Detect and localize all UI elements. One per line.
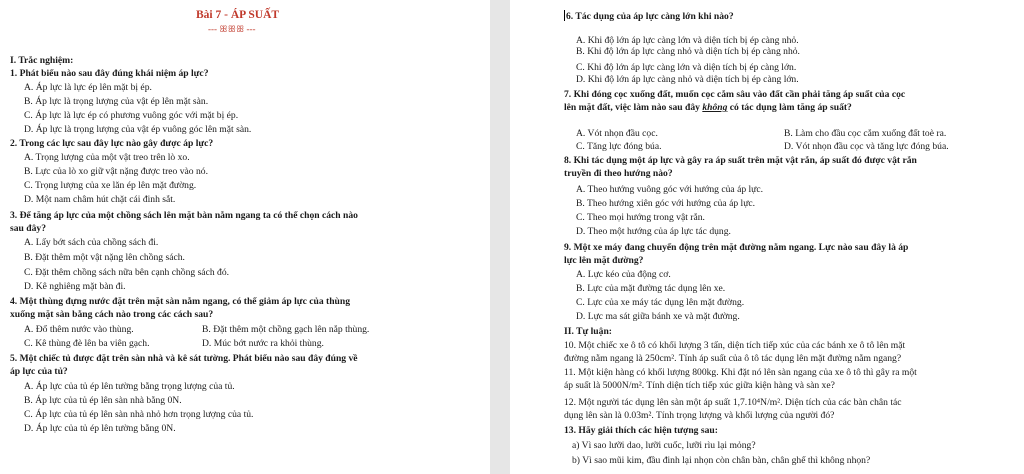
q2-option-c: C. Trọng lượng của xe lăn ép lên mặt đường. xyxy=(24,180,197,191)
page-title: Bài 7 - ÁP SUẤT xyxy=(196,9,280,21)
q7-option-a: A. Vót nhọn đầu cọc. xyxy=(576,128,658,139)
q2-option-a: A. Trọng lượng của một vật treo trên lò xo. xyxy=(24,152,190,163)
q6-option-b: B. Khi độ lớn áp lực càng nhỏ và diện tích bị ép càng nhỏ. xyxy=(576,46,800,57)
q9-option-d: D. Lực ma sát giữa bánh xe và mặt đường. xyxy=(576,311,740,322)
q7-negation: không xyxy=(702,102,728,113)
q6-option-c: C. Khi độ lớn áp lực càng lớn và diện tích bị ép càng lớn. xyxy=(576,62,797,73)
q2-option-d: D. Một nam châm hút chặt cái đinh sắt. xyxy=(24,194,176,205)
question-6 xyxy=(564,10,734,22)
section-multiple-choice: I. Trắc nghiệm: xyxy=(10,55,74,66)
question-8-line-1: 8. Khi tác dụng một áp lực và gây ra áp suất trên mặt vật rắn, áp suất đó được vật rắn xyxy=(564,155,917,166)
q5-option-d: D. Áp lực của tủ ép lên tường bằng 0N. xyxy=(24,423,176,434)
q4-option-a: A. Đổ thêm nước vào thùng. xyxy=(24,324,134,335)
question-7-line-1: 7. Khi đóng cọc xuống đất, muốn cọc cắm sâu vào đất cần phải tăng áp suất của cọc xyxy=(564,89,906,100)
question-1: 1. Phát biểu nào sau đây đúng khái niệm áp lực? xyxy=(10,68,209,79)
question-10-line-1: 10. Một chiếc xe ô tô có khối lượng 3 tấn, diện tích tiếp xúc của các bánh xe ô tô lên mặt xyxy=(564,340,906,351)
q9-option-c: C. Lực của xe máy tác dụng lên mặt đường. xyxy=(576,297,745,308)
q4-option-c: C. Kê thùng đè lên ba viên gạch. xyxy=(24,338,150,349)
q9-option-a: A. Lực kéo của động cơ. xyxy=(576,269,671,280)
q5-option-c: C. Áp lực của tủ ép lên sàn nhà nhỏ hơn trọng lượng của tủ. xyxy=(24,409,254,420)
question-3-line-1: 3. Để tăng áp lực của một chồng sách lên mặt bàn nằm ngang ta có thể chọn cách nào xyxy=(10,210,358,221)
page-gutter xyxy=(490,0,510,474)
question-7-line-2 xyxy=(564,102,852,113)
q8-option-a: A. Theo hướng vuông góc với hướng của áp lực. xyxy=(576,184,764,195)
q3-option-b: B. Đặt thêm một vật nặng lên chồng sách. xyxy=(24,252,185,263)
section-essay: II. Tự luận: xyxy=(564,326,612,337)
q3-option-c: C. Đặt thêm chồng sách nữa bên cạnh chồng sách đó. xyxy=(24,267,230,278)
question-9-line-2: lực lên mặt đường? xyxy=(564,255,644,266)
q8-option-b: B. Theo hướng xiên góc với hướng của áp lực. xyxy=(576,198,756,209)
question-11-line-1: 11. Một kiện hàng có khối lượng 800kg. Khi đặt nó lên sàn ngang của xe ô tô thì gây ra một xyxy=(564,367,917,378)
q5-option-a: A. Áp lực của tủ ép lên tường bằng trọng lượng của tủ. xyxy=(24,381,235,392)
q4-option-d: D. Múc bớt nước ra khỏi thùng. xyxy=(202,338,324,349)
q2-option-b: B. Lực của lò xo giữ vật nặng được treo vào nó. xyxy=(24,166,208,177)
q4-option-b: B. Đặt thêm một chồng gạch lên nắp thùng. xyxy=(202,324,370,335)
question-4-line-2: xuống mặt sàn bằng cách nào trong các cách sau? xyxy=(10,309,214,320)
q5-option-b: B. Áp lực của tủ ép lên sàn nhà bằng 0N. xyxy=(24,395,182,406)
title-ornament: --- ꕥꕥꕥ --- xyxy=(208,24,256,34)
q9-option-b: B. Lực của mặt đường tác dụng lên xe. xyxy=(576,283,726,294)
question-2: 2. Trong các lực sau đây lực nào gây được áp lực? xyxy=(10,138,214,149)
question-3-line-2: sau đây? xyxy=(10,223,46,234)
q7-text-end: có tác dụng làm tăng áp suất? xyxy=(727,102,852,113)
q1-option-d: D. Áp lực là trọng lượng của vật ép vuông góc lên mặt sàn. xyxy=(24,124,252,135)
q7-option-c: C. Tăng lực đóng búa. xyxy=(576,141,662,152)
question-6-text: 6. Tác dụng của áp lực càng lớn khi nào? xyxy=(566,11,734,22)
question-10-line-2: đường nằm ngang là 250cm². Tính áp suất của ô tô tác dụng lên mặt đường nằm ngang? xyxy=(564,353,902,364)
q1-option-c: C. Áp lực là lực ép có phương vuông góc với mặt bị ép. xyxy=(24,110,239,121)
q7-option-d: D. Vót nhọn đầu cọc và tăng lực đóng búa. xyxy=(784,141,949,152)
left-page xyxy=(0,0,490,474)
q7-option-b: B. Làm cho đầu cọc cắm xuống đất toè ra. xyxy=(784,128,947,139)
q6-option-d: D. Khi độ lớn áp lực càng nhỏ và diện tích bị ép càng lớn. xyxy=(576,74,799,85)
q3-option-a: A. Lấy bớt sách của chồng sách đi. xyxy=(24,237,159,248)
question-12-line-1: 12. Một người tác dụng lên sàn một áp suất 1,7.10⁴N/m². Diện tích của các bàn chân tác xyxy=(564,397,902,408)
q1-option-a: A. Áp lực là lực ép lên mặt bị ép. xyxy=(24,82,152,93)
q6-option-a: A. Khi độ lớn áp lực càng lớn và diện tích bị ép càng nhỏ. xyxy=(576,35,799,46)
question-5-line-2: áp lực của tủ? xyxy=(10,366,68,377)
text-cursor xyxy=(564,10,565,21)
q1-option-b: B. Áp lực là trọng lượng của vật ép lên mặt sàn. xyxy=(24,96,209,107)
question-8-line-2: truyền đi theo hướng nào? xyxy=(564,168,673,179)
question-4-line-1: 4. Một thùng đựng nước đặt trên mặt sàn nằm ngang, có thể giảm áp lực của thùng xyxy=(10,296,351,307)
question-13: 13. Hãy giải thích các hiện tượng sau: xyxy=(564,425,718,436)
question-11-line-2: áp suất là 5000N/m². Tính diện tích tiếp xúc giữa kiện hàng và sàn xe? xyxy=(564,380,835,391)
question-5-line-1: 5. Một chiếc tủ được đặt trên sàn nhà và kê sát tường. Phát biểu nào sau đây đúng về xyxy=(10,353,358,364)
question-12-line-2: dụng lên sàn là 0.03m². Tính trọng lượng và khối lượng của người đó? xyxy=(564,410,835,421)
question-9-line-1: 9. Một xe máy đang chuyển động trên mặt đường nằm ngang. Lực nào sau đây là áp xyxy=(564,242,909,253)
q7-text-start: lên mặt đất, việc làm nào sau đây xyxy=(564,102,703,113)
right-page xyxy=(510,0,1024,474)
q13-part-a: a) Vì sao lưỡi dao, lưỡi cuốc, lưỡi rìu lại mỏng? xyxy=(572,440,756,451)
q8-option-c: C. Theo mọi hướng trong vật rắn. xyxy=(576,212,705,223)
q3-option-d: D. Kê nghiêng mặt bàn đi. xyxy=(24,281,126,292)
q13-part-b: b) Vì sao mũi kim, đầu đinh lại nhọn còn chân bàn, chân ghế thì không nhọn? xyxy=(572,455,871,466)
q8-option-d: D. Theo một hướng của áp lực tác dụng. xyxy=(576,226,731,237)
